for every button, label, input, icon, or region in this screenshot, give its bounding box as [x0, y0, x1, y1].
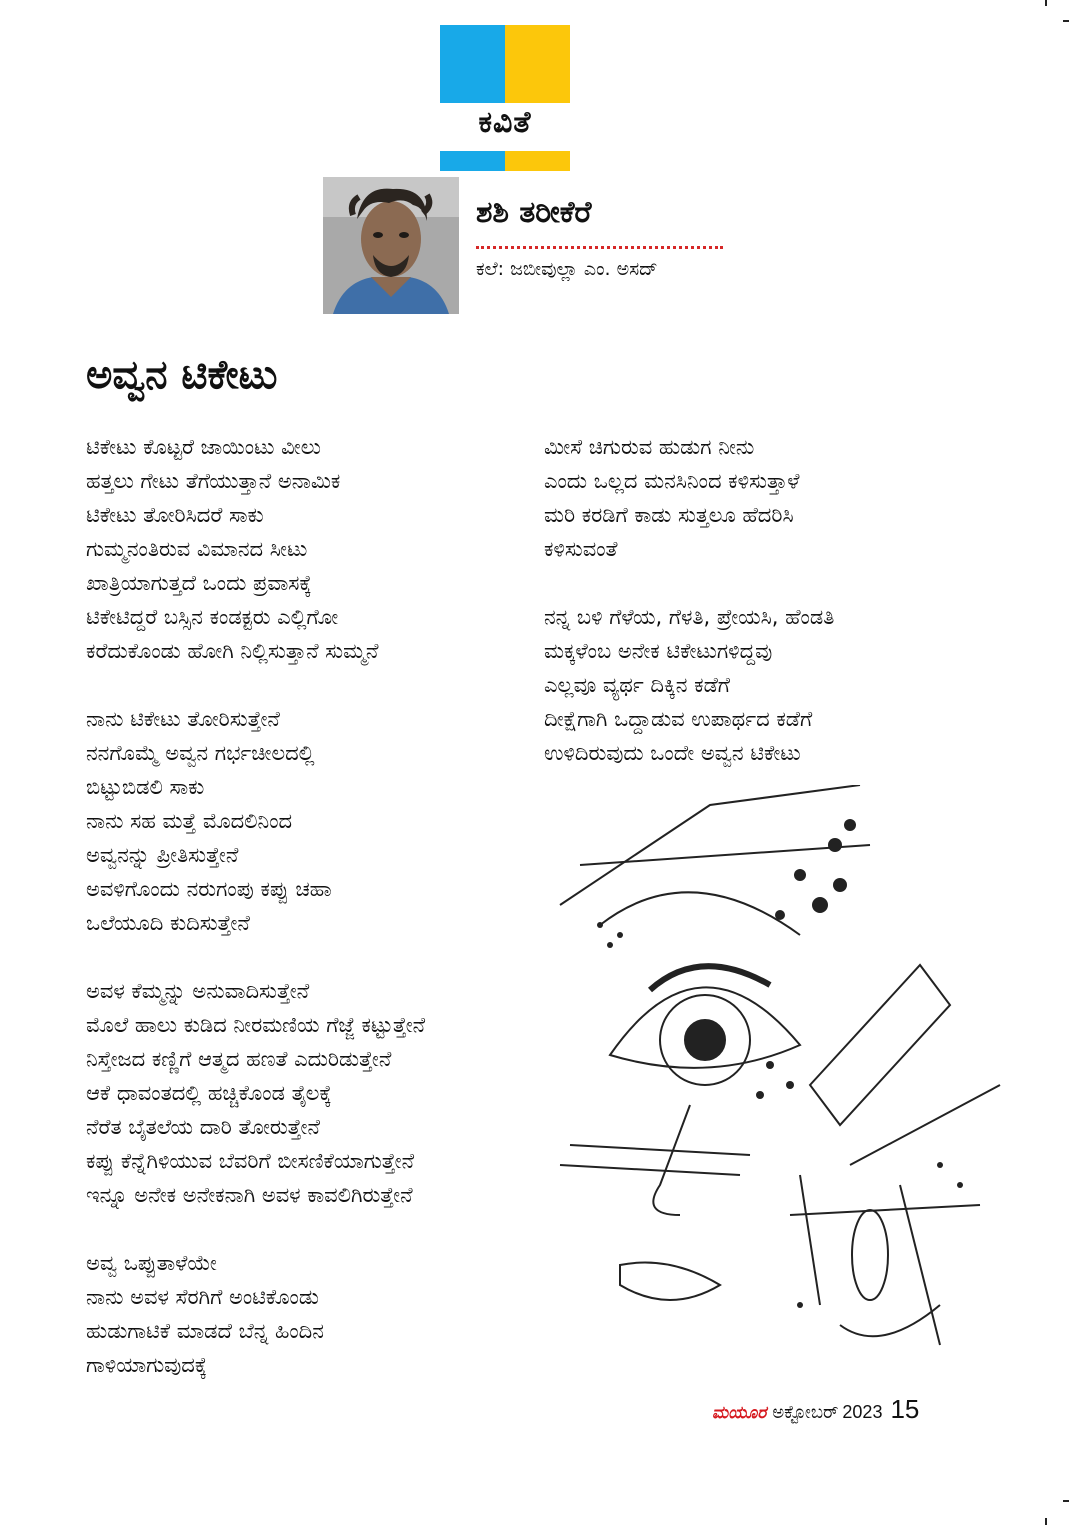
art-credit: ಕಲೆ: ಜಬೀವುಲ್ಲಾ ಎಂ. ಅಸದ್ [476, 258, 658, 280]
poem-line: ಖಾತ್ರಿಯಾಗುತ್ತದೆ ಒಂದು ಪ್ರವಾಸಕ್ಕೆ [86, 571, 312, 595]
stanza-gap [544, 566, 834, 600]
poem-line: ಟಿಕೇಟು ತೋರಿಸಿದರೆ ಸಾಕು [86, 503, 264, 527]
poem-line: ಕಪ್ಪು ಕೆನ್ನೆಗಿಳಿಯುವ ಬೆವರಿಗೆ ಬೀಸಣಿಕೆಯಾಗುತ್ತೇನೆ [86, 1149, 415, 1173]
page-number: 15 [890, 1394, 920, 1424]
poem-line: ಗುಮ್ಮನಂತಿರುವ ವಿಮಾನದ ಸೀಟು [86, 537, 308, 561]
poem-line: ನಾನು ಅವಳ ಸೆರಗಿಗೆ ಅಂಟಿಕೊಂಡು [86, 1285, 319, 1309]
poem-line: ಅವ್ವನನ್ನು ಪ್ರೀತಿಸುತ್ತೇನೆ [86, 843, 239, 867]
dotted-divider [476, 246, 723, 249]
magazine-name: ಮಯೂರ [712, 1403, 767, 1423]
poem-line: ನೆರೆತ ಬೈತಲೆಯ ದಾರಿ ತೋರುತ್ತೇನೆ [86, 1115, 320, 1139]
poem-line: ನನ್ನ ಬಳಿ ಗೆಳೆಯ, ಗೆಳತಿ, ಪ್ರೇಯಸಿ, ಹೆಂಡತಿ [544, 605, 835, 629]
poem-line: ಹತ್ತಲು ಗೇಟು ತೆಗೆಯುತ್ತಾನೆ ಅನಾಮಿಕ [86, 469, 341, 493]
poem-line: ಎಲ್ಲವೂ ವ್ಯರ್ಥ ದಿಕ್ಕಿನ ಕಡೆಗೆ [544, 673, 731, 697]
portrait-illustration [323, 177, 459, 314]
poem-line: ಬಿಟ್ಟುಬಿಡಲಿ ಸಾಕು [86, 775, 205, 799]
crop-mark [1063, 1500, 1069, 1502]
poem-left-column [86, 430, 425, 1382]
poem-line: ಮೊಲೆ ಹಾಲು ಕುಡಿದ ನೀರಮಣಿಯ ಗೆಜ್ಜೆ ಕಟ್ಟುತ್ತೇನೆ [86, 1013, 426, 1037]
poem-line: ಟಿಕೇಟು ಕೊಟ್ಟರೆ ಜಾಯಿಂಟು ವೀಲು [86, 435, 321, 459]
poem-line: ನನಗೊಮ್ಮೆ ಅವ್ವನ ಗರ್ಭಚೀಲದಲ್ಲಿ [86, 741, 315, 765]
poem-line: ಮೀಸೆ ಚಿಗುರುವ ಹುಡುಗ ನೀನು [544, 435, 755, 459]
author-name: ಶಶಿ ತರೀಕೆರೆ [476, 195, 592, 230]
stanza-gap [86, 668, 425, 702]
poem-line: ಒಲೆಯೂದಿ ಕುದಿಸುತ್ತೇನೆ [86, 911, 250, 935]
poem-line: ನಾನು ಸಹ ಮತ್ತೆ ಮೊದಲಿನಿಂದ [86, 809, 293, 833]
section-label: ಕವಿತೆ [478, 105, 532, 140]
poem-line: ಉಳಿದಿರುವುದು ಒಂದೇ ಅವ್ವನ ಟಿಕೇಟು [544, 741, 801, 765]
yellow-bar [505, 151, 570, 171]
crop-mark [1063, 20, 1069, 22]
issue-year: 2023 [842, 1402, 883, 1422]
poem-line: ಅವಳಿಗೊಂದು ನರುಗಂಪು ಕಪ್ಪು ಚಹಾ [86, 877, 332, 901]
poem-title: ಅವ್ವನ ಟಿಕೇಟು [86, 352, 278, 398]
poem-line: ಟಿಕೇಟಿದ್ದರೆ ಬಸ್ಸಿನ ಕಂಡಕ್ಟರು ಎಲ್ಲಿಗೋ [86, 605, 339, 629]
poem-line: ಇನ್ನೂ ಅನೇಕ ಅನೇಕನಾಗಿ ಅವಳ ಕಾವಲಿಗಿರುತ್ತೇನೆ [86, 1183, 413, 1207]
section-color-bar [440, 151, 570, 171]
blue-block [440, 25, 505, 103]
poem-line: ಕಳಿಸುವಂತೆ [544, 537, 618, 561]
crop-mark [1045, 0, 1047, 6]
yellow-block [505, 25, 570, 103]
stanza-gap [86, 940, 425, 974]
page-footer [712, 1394, 919, 1425]
poem-line: ಮರಿ ಕರಡಿಗೆ ಕಾಡು ಸುತ್ತಲೂ ಹೆದರಿಸಿ [544, 503, 794, 527]
section-color-block [440, 25, 570, 103]
poem-line: ಎಂದು ಒಲ್ಲದ ಮನಸಿನಿಂದ ಕಳಿಸುತ್ತಾಳೆ [544, 469, 800, 493]
issue-month: ಅಕ್ಟೋಬರ್ [772, 1402, 839, 1423]
poem-line: ಆಕೆ ಧಾವಂತದಲ್ಲಿ ಹಚ್ಚಿಕೊಂಡ ತೈಲಕ್ಕೆ [86, 1081, 332, 1105]
poem-line: ಅವಳ ಕೆಮ್ಮನ್ನು ಅನುವಾದಿಸುತ್ತೇನೆ [86, 979, 310, 1003]
poem-line: ನಿಸ್ತೇಜದ ಕಣ್ಣಿಗೆ ಆತ್ಮದ ಹಣತೆ ಎದುರಿಡುತ್ತೇನೆ [86, 1047, 392, 1071]
poem-line: ನಾನು ಟಿಕೇಟು ತೋರಿಸುತ್ತೇನೆ [86, 707, 280, 731]
poem-line: ಮಕ್ಕಳೆಂಬ ಅನೇಕ ಟಿಕೇಟುಗಳಿದ್ದವು [544, 639, 773, 663]
stanza-gap [86, 1212, 425, 1246]
author-photo [323, 177, 459, 314]
poem-line: ಕರೆದುಕೊಂಡು ಹೋಗಿ ನಿಲ್ಲಿಸುತ್ತಾನೆ ಸುಮ್ಮನೆ [86, 639, 379, 663]
poem-line: ದೀಕ್ಷೆಗಾಗಿ ಒದ್ದಾಡುವ ಉಪಾರ್ಥದ ಕಡೆಗೆ [544, 707, 813, 731]
poem-line: ಹುಡುಗಾಟಿಕೆ ಮಾಡದೆ ಬೆನ್ನ ಹಿಂದಿನ [86, 1319, 324, 1343]
blue-bar [440, 151, 505, 171]
face-sketch-illustration [540, 785, 1010, 1375]
crop-mark [1045, 1518, 1047, 1525]
poem-line: ಅವ್ವ ಒಪ್ಪುತಾಳೆಯೇ [86, 1251, 217, 1275]
poem-right-column [544, 430, 834, 770]
poem-line: ಗಾಳಿಯಾಗುವುದಕ್ಕೆ [86, 1353, 208, 1377]
